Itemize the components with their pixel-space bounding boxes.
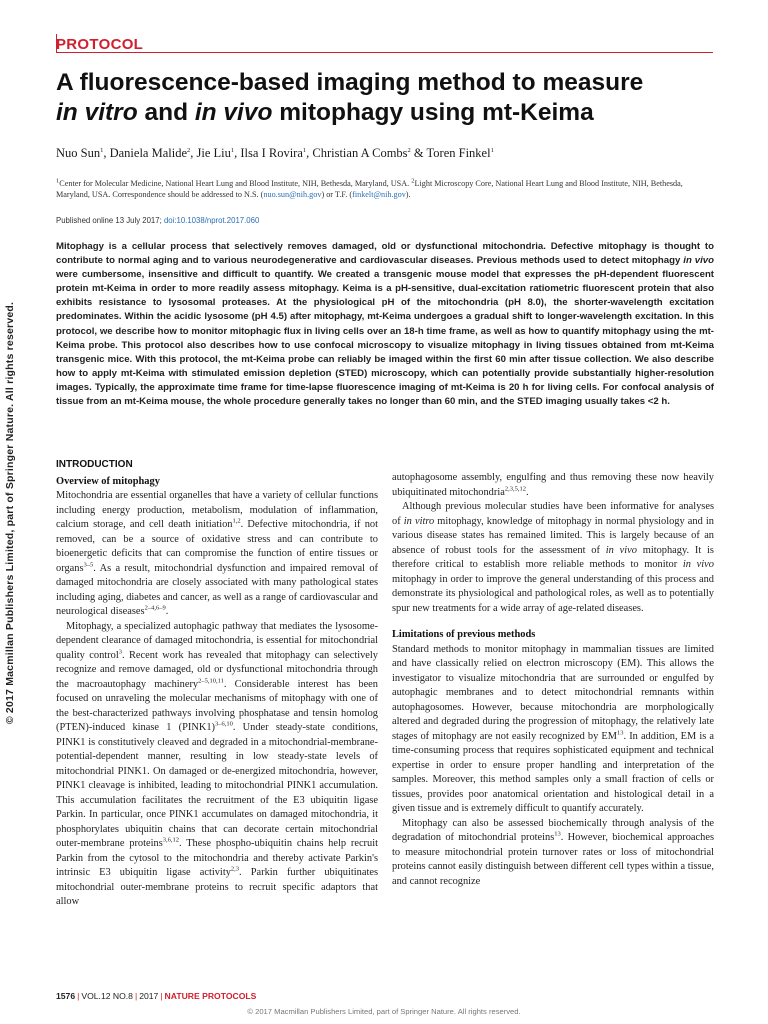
author: , Daniela Malide <box>103 146 188 160</box>
doi-link[interactable]: doi:10.1038/nprot.2017.060 <box>163 216 260 225</box>
paragraph <box>392 643 714 817</box>
text-run: mitophagy, knowledge of mitophagy in normal physiology and in various disease states has remained limited. This is largely because of an absence of robust tools for the assessment of <box>392 515 714 556</box>
citation: 13 <box>617 729 624 737</box>
text-run: Although previous molecular studies have been informative for analyses of <box>392 501 714 527</box>
footer-year: 2017 <box>139 991 159 1001</box>
citation: 13 <box>554 830 561 838</box>
text-run: Mitophagy can also be assessed biochemically through analysis of the degradation of mitochondrial proteins <box>392 817 714 843</box>
email-link-finkel[interactable]: finkelt@nih.gov <box>352 190 406 199</box>
title-line-1: A fluorescence-based imaging method to measure <box>56 69 644 96</box>
article-title <box>56 68 716 128</box>
affil-text: ) or T.F. ( <box>321 190 353 199</box>
author: , Jie Liu <box>190 146 231 160</box>
text-italic: in vivo <box>682 559 714 570</box>
citation: 2–5,10,11 <box>198 677 224 685</box>
page-footer <box>56 991 456 1001</box>
paragraph <box>392 471 714 500</box>
author-affil-mark: 2 <box>187 146 191 154</box>
author-affil-mark: 1 <box>100 146 104 154</box>
text-run: mitophagy in order to improve the general understanding of this process and demonstrate its physiological and pathological roles, as well as to potentially spur new treatments for a wide array of age-related diseases. <box>392 573 714 614</box>
abstract-text: were cumbersome, insensitive and difficult to quantify. We created a transgenic mouse model that expresses the pH-dependent fluorescent protein mt-Keima in order to more readily assess mitophagy. Keima is a pH-sensitive, dual-excitation ratiometric fluorescent protein that also exhibits resistance to lysosomal proteases. At the physiological pH of the mitochondria (pH 8.0), the shorter-wavelength excitation predominates. Within the acidic lysosome (pH 4.5) after mitophagy, mt-Keima undergoes a gradual shift to longer-wavelength excitation. In this protocol, we describe how to monitor mitophagic flux in living cells over an 18-h time frame, as well as how to quantify mitophagy using the mt-Keima probe. This protocol also describes how to use confocal microscopy to visualize mitophagy in living tissues obtained from mt-Keima transgenic mice. With this protocol, the mt-Keima probe can reliably be imaged within the first 60 min after tissue collection. We also describe how to apply mt-Keima with stimulated emission depletion (STED) microscopy, which can potentially provide substantially higher-resolution images. Typically, the approximate time frame for time-lapse fluorescence imaging of mt-Keima is 20 h for living cells. For confocal analysis of tissue from an mt-Keima mouse, the whole procedure generally takes no longer than 60 min, and the STED imaging usually takes <2 h. <box>56 269 714 408</box>
text-run: . As a result, mitochondrial dysfunction and impaired removal of damaged mitochondria are closely associated with many pathological states including aging, diabetes and cancer, as well as a range of cardiovascular and neurological diseases <box>56 562 378 617</box>
sidebar-copyright: © 2017 Macmillan Publishers Limited, part of Springer Nature. All rights reserved. <box>4 301 16 725</box>
title-in-vitro: in vitro <box>56 99 138 126</box>
bottom-copyright: © 2017 Macmillan Publishers Limited, part of Springer Nature. All rights reserved. <box>247 1007 521 1016</box>
abstract-italic: in vivo <box>683 255 715 267</box>
citation: 3 <box>118 648 122 656</box>
author-affil-mark: 2 <box>407 146 411 154</box>
paragraph <box>392 817 714 890</box>
author-affil-mark: 1 <box>302 146 307 154</box>
citation: 2,3,5,12 <box>504 485 526 493</box>
footer-separator: | <box>77 991 80 1001</box>
publication-info <box>56 216 716 225</box>
text-run: Standard methods to monitor mitophagy in mammalian tissues are limited and have classically relied on electron microscopy (EM). This allows the investigator to visualize mitochondria that are surrounded or engulfed by autophagic membranes and to detect mitochondrial remnants within autophagosomes. However, because mitochondria are morphologically altered and degraded during the progression of mitophagy, the relatively late stages of mitophagy are not easily recognized by EM <box>392 643 714 742</box>
paragraph <box>56 620 378 910</box>
citation: 3–5 <box>83 561 94 569</box>
published-date: Published online 13 July 2017; <box>56 216 164 225</box>
section-label: PROTOCOL <box>56 36 144 53</box>
text-run: . Considerable interest has been focused on unraveling the molecular mechanisms of mitophagy with one of the best-characterized pathways involving phosphatase and tensin homolog (PTEN)-induced kinase 1 (PINK1) <box>56 678 378 733</box>
text-run: Mitophagy, a specialized autophagic pathway that mediates the lysosome-dependent clearance of damaged mitochondria, is essential for mitochondrial quality control <box>56 620 378 661</box>
text-italic: in vivo <box>605 544 637 556</box>
text-run: . <box>525 486 529 498</box>
citation: 2,3 <box>230 865 240 873</box>
footer-separator: | <box>160 991 163 1001</box>
affil-mark: 1 <box>56 177 60 185</box>
text-run: . Defective mitochondria, if not removed, can be a source of oxidative stress and can contribute to bioenergetic deficits that can compromise the function of entire tissues or organs <box>56 519 378 574</box>
paragraph <box>56 489 378 620</box>
left-column <box>56 458 378 910</box>
author: , Christian A Combs <box>306 146 408 160</box>
right-column <box>392 471 714 889</box>
volume-issue: VOL.12 NO.8 <box>81 991 133 1001</box>
citation: 3–6,10 <box>214 720 233 728</box>
author-affil-mark: 1 <box>490 146 494 154</box>
title-rest: mitophagy using mt-Keima <box>272 99 594 126</box>
title-and: and <box>137 99 195 126</box>
affil-text: Center for Molecular Medicine, National Heart Lung and Blood Institute, NIH, Bethesda, Maryland, USA. <box>59 179 412 188</box>
text-run: Mitochondria are essential organelles that have a variety of cellular functions including energy production, metabolism, modulation of inflammation, calcium storage, and cell death initiation <box>56 490 378 530</box>
author: & Toren Finkel <box>410 146 491 160</box>
text-run: . However, biochemical approaches to measure mitochondrial protein turnover rates or loss of mitochondrial proteins cannot easily distinguish between different cell types within a tissue, and cannot recognize <box>392 832 714 887</box>
header-rule <box>56 52 713 53</box>
abstract <box>56 240 714 409</box>
paragraph <box>392 500 714 616</box>
subheading-overview: Overview of mitophagy <box>56 475 160 487</box>
citation: 3,6,12 <box>162 836 179 844</box>
author: , Ilsa I Rovira <box>234 146 303 160</box>
affil-text: ). <box>405 190 411 199</box>
author: Nuo Sun <box>56 146 101 160</box>
text-run: . Recent work has revealed that mitophagy can selectively recognize and remove damaged, old or dysfunctional mitochondria through the macroautophagy machinery <box>56 649 379 690</box>
affil-text: Light Microscopy Core, National Heart Lung and Blood Institute, NIH, Bethesda, Maryland, USA. Correspondence should be addressed to N.S. ( <box>56 179 683 199</box>
abstract-text: Mitophagy is a cellular process that selectively removes damaged, old or dysfunctional mitochondria. Defective mitophagy is thought to contribute to normal aging and to various neurodegenerative and cardiovascular diseases. Previous methods used to detect mitophagy <box>56 241 714 267</box>
citation: 2–4,6–9 <box>144 604 166 612</box>
author-affil-mark: 1 <box>230 146 235 154</box>
subheading-limitations: Limitations of previous methods <box>392 629 536 640</box>
text-run: . Parkin further ubiquitinates mitochondrial outer-membrane proteins to recruit specific adaptors that allow <box>56 867 378 907</box>
section-heading-introduction: INTRODUCTION <box>56 459 133 470</box>
affil-mark: 2 <box>411 177 415 185</box>
spacer <box>392 616 714 628</box>
footer-separator: | <box>134 991 138 1001</box>
citation: 1,2 <box>232 517 241 525</box>
text-run: . Under steady-state conditions, PINK1 is constitutively cleaved and degraded in a mitochondrial-membrane-potential-dependent manner, resulting in low steady-state levels of mitochondrial PINK1. On damaged or de-energized mitochondria, however, PINK1 cleavage is inhibited, leading to mitochondrial PINK1 accumulation. This accumulation facilitates the recruitment of the E3 ubiquitin ligase Parkin. In particular, once PINK1 accumulates on damaged mitochondria, it phosphorylates ubiquitin chains that can decorate certain mitochondrial outer-membrane proteins <box>56 722 378 849</box>
journal-name: NATURE PROTOCOLS <box>164 991 257 1001</box>
text-run: . In addition, EM is a time-consuming process that requires sophisticated equipment and technical expertise in order to ensure proper handling and interpretation of the samples. Moreover, this method samples only a small fraction of cells or tissues, provides poor anatomical orientation and histological detail in a given tissue and is extremely difficult to quantify accurately. <box>392 730 714 814</box>
text-run: autophagosome assembly, engulfing and thus removing these now heavily ubiquitinated mitochondria <box>392 472 714 498</box>
author-list <box>56 145 716 161</box>
email-link-sun[interactable]: nuo.sun@nih.gov <box>263 190 322 199</box>
text-run: . These phospho-ubiquitin chains help recruit Parkin from the cytosol to the mitochondria and thereby activate Parkin's intrinsic E3 ubiquitin ligase activity <box>56 838 378 878</box>
affiliations <box>56 178 716 200</box>
text-italic: in vitro <box>403 515 435 527</box>
title-in-vivo: in vivo <box>194 99 273 126</box>
text-run: . <box>165 606 169 617</box>
text-run: mitophagy. It is therefore critical to establish more reliable methods to monitor <box>392 544 714 570</box>
page-number: 1576 <box>56 991 76 1001</box>
